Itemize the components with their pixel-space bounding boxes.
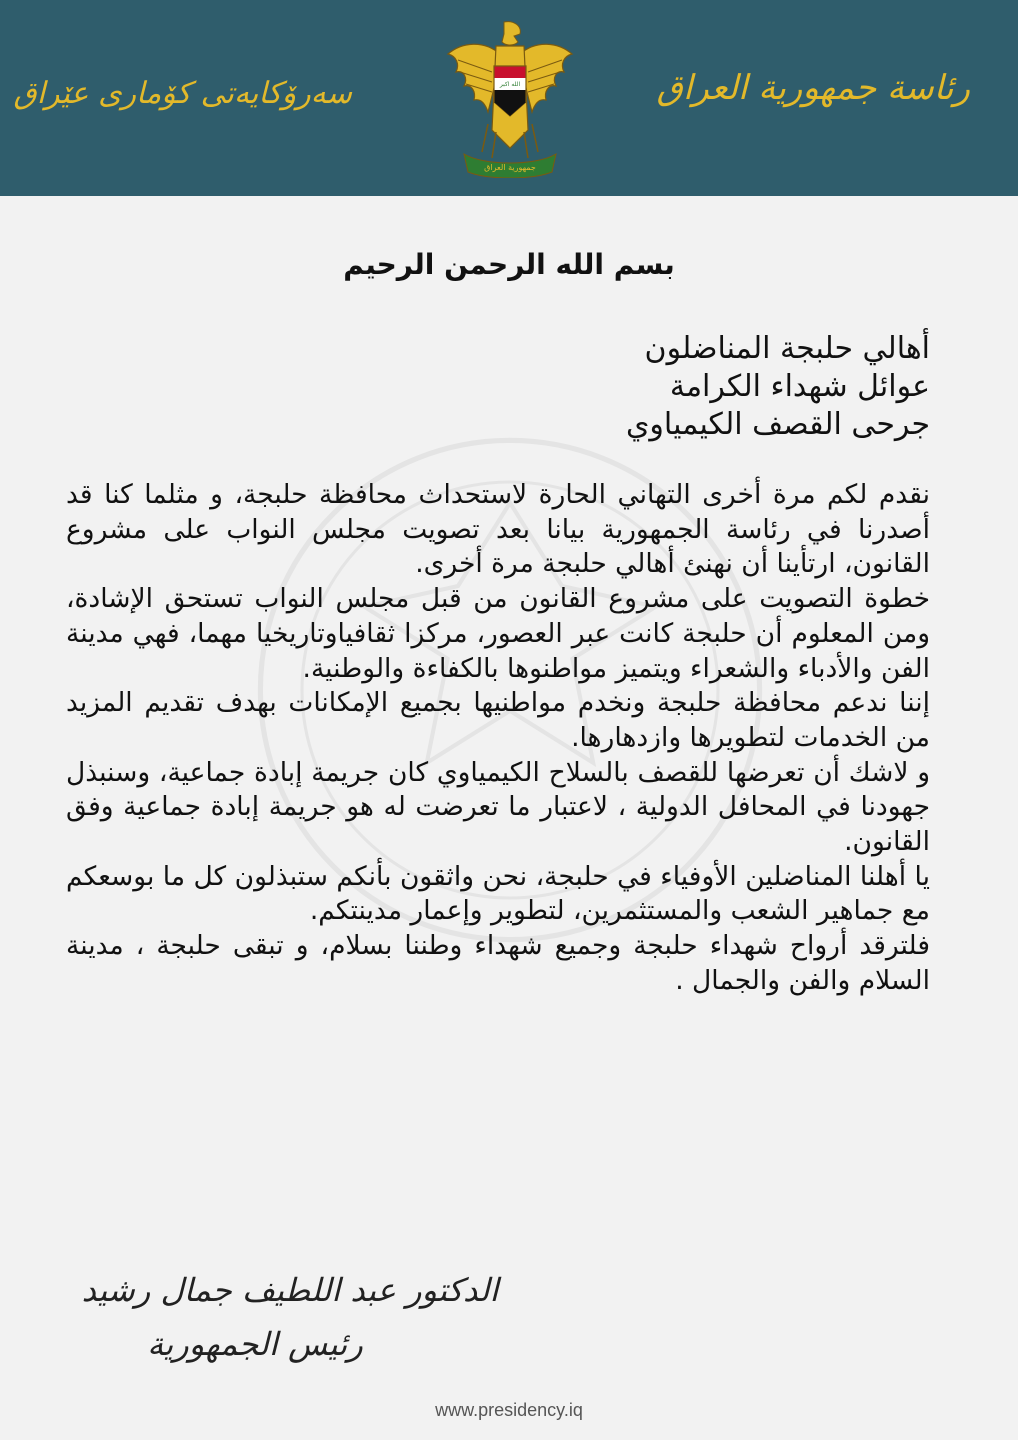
signature-block [60, 1262, 520, 1382]
header-banner [0, 0, 1018, 196]
presidency-title-kurdish: سەرۆکایەتی کۆماری عێراق [13, 76, 352, 111]
basmala: بسم الله الرحمن الرحيم [343, 248, 675, 281]
signatory-name: الدكتور عبد اللطيف جمال رشيد [81, 1271, 499, 1309]
letter-paragraph: نقدم لكم مرة أخرى التهاني الحارة لاستحداث محافظة حلبجة، و مثلما كنا قد أصدرنا في رئاسة الجمهورية بيانا بعد تصويت مجلس النواب على مشروع القانون، ارتأينا أن نهنئ أهالي حلبجة مرة أخرى. [66, 479, 930, 580]
letter-paragraph: إننا ندعم محافظة حلبجة ونخدم مواطنيها بجميع الإمكانات بهدف تقديم المزيد من الخدمات لتطويرها وازدهارها. [66, 687, 930, 753]
presidency-title-arabic: رئاسة جمهورية العراق [656, 68, 970, 108]
letter-paragraph: و لاشك أن تعرضها للقصف بالسلاح الكيمياوي كان جريمة إبادة جماعية، وسنبذل جهودنا في المحافل الدولية ، لاعتبار ما تعرضت له هو جريمة إبادة جماعية وفق القانون. [66, 756, 930, 858]
emblem-takbir-text: الله اكبر [499, 81, 521, 88]
letter-paragraph: خطوة التصويت على مشروع القانون من قبل مجلس النواب تستحق الإشادة، ومن المعلوم أن حلبجة كانت عبر العصور، مركزا ثقافياوتاريخيا مهما، فهي مدينة الفن والأدباء والشعراء ويتميز مواطنوها بالكفاءة والوطنية. [66, 583, 930, 684]
signatory-title: رئيس الجمهورية [147, 1325, 363, 1363]
letter-paragraph: يا أهلنا المناضلين الأوفياء في حلبجة، نحن واثقون بأنكم ستبذلون كل ما بوسعكم مع جماهير الشعب والمستثمرين، لتطوير وإعمار مدينتكم. [66, 860, 930, 927]
salutation-line: عوائل شهداء الكرامة [669, 369, 930, 404]
emblem-scroll-text: جمهورية العراق [484, 163, 536, 172]
salutation-block [330, 330, 930, 444]
letter-paragraph: فلترقد أرواح شهداء حلبجة وجميع شهداء وطننا بسلام، و تبقى حلبجة ، مدينة السلام والفن والجمال . [66, 930, 930, 996]
salutation-line: أهالي حلبجة المناضلون [644, 331, 930, 366]
website-link[interactable]: www.presidency.iq [435, 1400, 583, 1420]
salutation-line: جرحى القصف الكيمياوي [625, 407, 930, 442]
eagle-emblem-icon [444, 20, 576, 178]
letter-body [66, 478, 930, 999]
